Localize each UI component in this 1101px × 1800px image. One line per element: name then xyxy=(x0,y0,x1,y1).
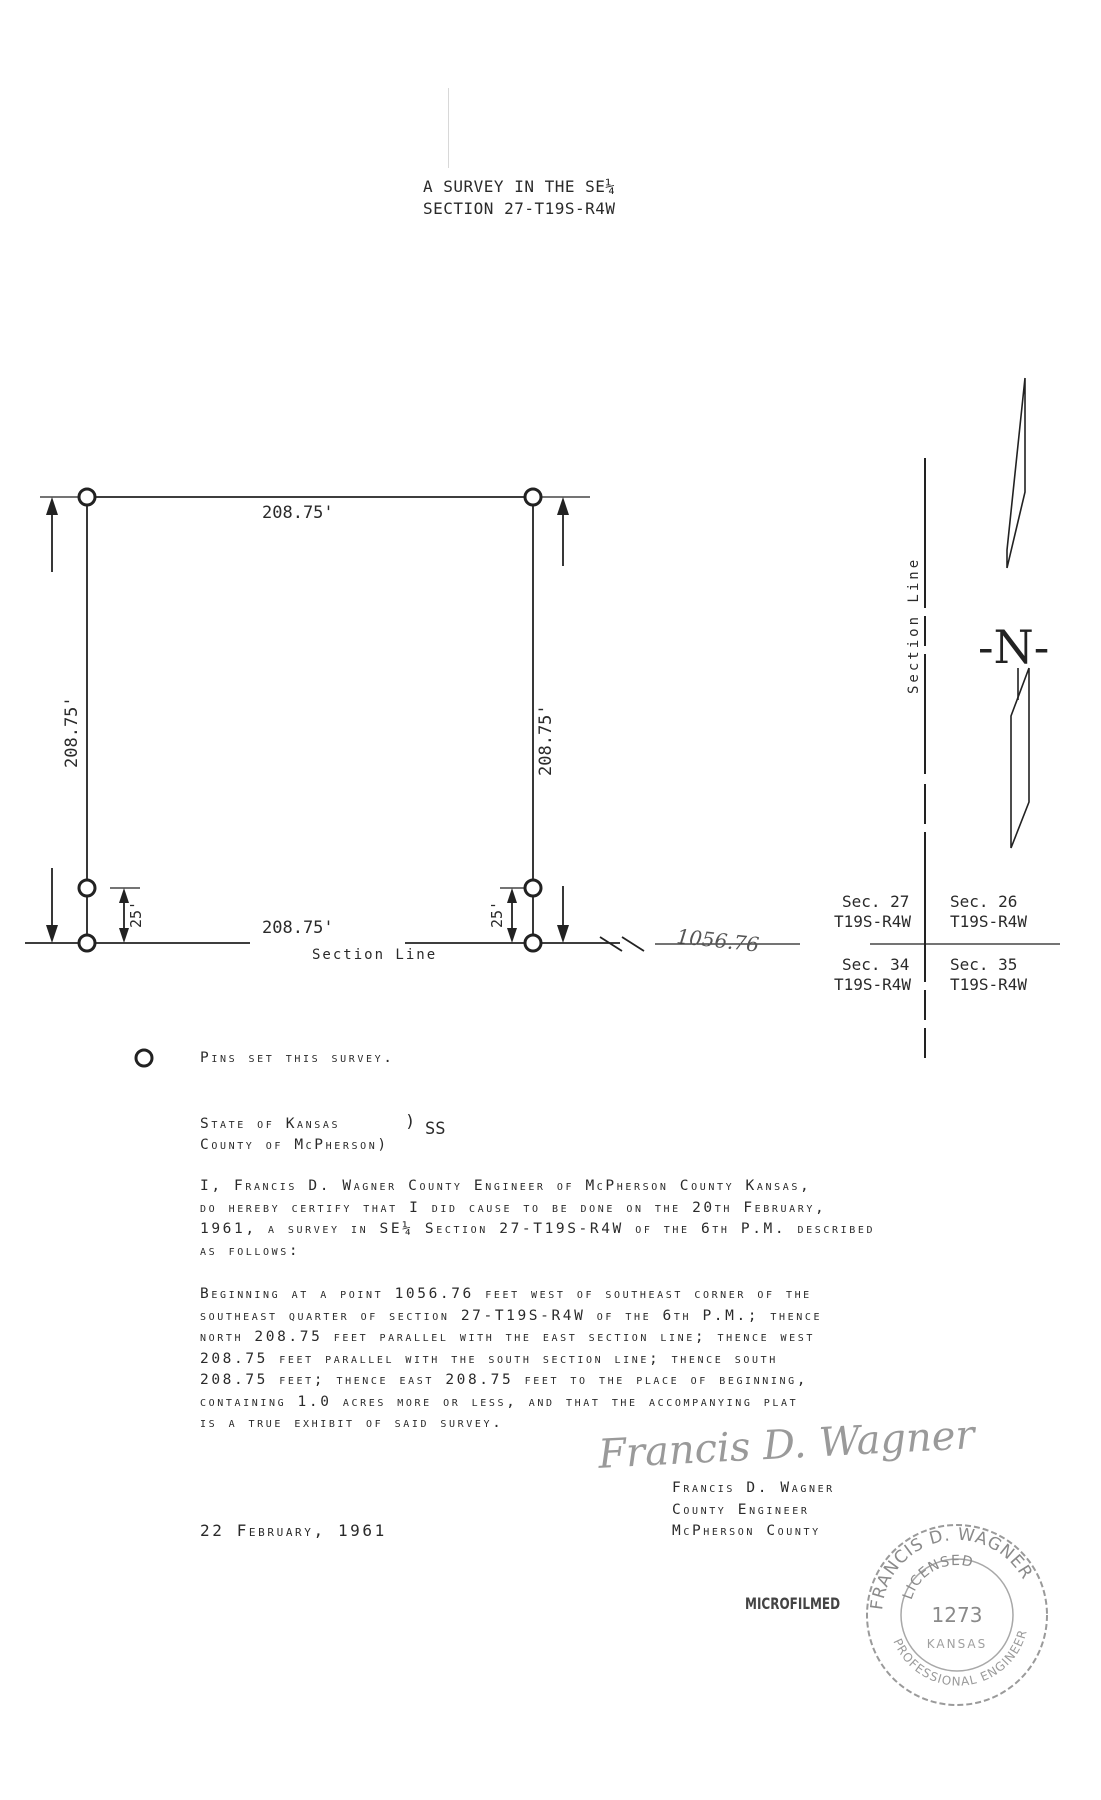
engineer-seal xyxy=(862,1520,1052,1710)
venue-state: State of Kansas xyxy=(200,1116,341,1132)
signer-county: McPherson County xyxy=(672,1523,821,1539)
south-section-line-label: Section Line xyxy=(312,947,438,963)
certification-line: as follows: xyxy=(200,1242,301,1259)
sec-27-twp: T19S-R4W xyxy=(834,912,912,931)
pin-sw-offset xyxy=(79,880,95,896)
sec-35-label: Sec. 35 xyxy=(950,955,1018,974)
right-offset-label: 25' xyxy=(488,900,506,928)
sec-34-twp: T19S-R4W xyxy=(834,975,912,994)
seal-licensed: LICENSED xyxy=(899,1552,975,1602)
survey-pins xyxy=(79,489,541,951)
sec-27-label: Sec. 27 xyxy=(842,892,910,911)
survey-title-line2: SECTION 27-T19S-R4W xyxy=(423,199,616,218)
legend-pin-icon xyxy=(136,1050,152,1066)
distance-label: 1056.76 xyxy=(675,924,761,957)
signature-block xyxy=(672,1478,835,1543)
document-date: 22 February, 1961 xyxy=(200,1521,387,1540)
certification-line: 1961, a survey in SE¼ Section 27-T19S-R4W of the 6th P.M. described xyxy=(200,1221,876,1237)
description-line: southeast quarter of section 27-T19S-R4W of the 6th P.M.; thence xyxy=(200,1307,823,1324)
arrowheads xyxy=(46,497,569,943)
description-line: 208.75 feet parallel with the south section line; thence south xyxy=(200,1350,778,1367)
description-paragraph xyxy=(200,1284,822,1435)
certification-line: I, Francis D. Wagner County Engineer of McPherson County Kansas, xyxy=(200,1178,812,1194)
north-arrow-lower xyxy=(1011,668,1029,848)
pin-sw xyxy=(79,935,95,951)
left-offset-label: 25' xyxy=(127,900,145,928)
sec-35-twp: T19S-R4W xyxy=(950,975,1028,994)
pin-ne xyxy=(525,489,541,505)
seal-state: KANSAS xyxy=(926,1637,988,1651)
venue-county: County of McPherson) xyxy=(200,1137,389,1153)
bottom-dimension-label: 208.75' xyxy=(262,918,334,938)
venue-ss: SS xyxy=(425,1119,446,1139)
microfilm-stamp: MICROFILMED xyxy=(745,1594,841,1614)
description-line: Beginning at a point 1056.76 feet west of southeast corner of the xyxy=(200,1286,812,1302)
pin-nw xyxy=(79,489,95,505)
sec-34-label: Sec. 34 xyxy=(842,955,910,974)
certification-paragraph xyxy=(200,1176,875,1262)
seal-profession: PROFESSIONAL ENGINEER xyxy=(890,1627,1030,1689)
signer-name: Francis D. Wagner xyxy=(672,1480,835,1496)
handwritten-signature: Francis D. Wagner xyxy=(597,1412,976,1478)
east-section-line-label: Section Line xyxy=(906,556,922,694)
break-mark-1 xyxy=(600,937,622,951)
description-line: 208.75 feet; thence east 208.75 feet to the place of beginning, xyxy=(200,1372,809,1388)
right-dimension-label: 208.75' xyxy=(536,704,556,776)
break-mark-2 xyxy=(622,937,644,951)
sec-26-label: Sec. 26 xyxy=(950,892,1018,911)
description-line: is a true exhibit of said survey. xyxy=(200,1415,504,1431)
left-dimension-label: 208.75' xyxy=(62,696,82,768)
seal-number: 1273 xyxy=(931,1603,983,1627)
venue-paren: ) xyxy=(405,1112,416,1132)
pin-se xyxy=(525,935,541,951)
signer-title: County Engineer xyxy=(672,1501,810,1518)
legend-text: Pins set this survey. xyxy=(200,1050,395,1066)
north-label: -N- xyxy=(978,620,1050,674)
seal-name: FRANCIS D. WAGNER xyxy=(867,1524,1037,1612)
north-arrow-upper xyxy=(1007,378,1025,568)
pin-se-offset xyxy=(525,880,541,896)
certification-line: do hereby certify that I did cause to be done on the 20th February, xyxy=(200,1199,827,1216)
description-line: north 208.75 feet parallel with the east section line; thence west xyxy=(200,1329,816,1345)
sec-26-twp: T19S-R4W xyxy=(950,912,1028,931)
description-line: containing 1.0 acres more or less, and that the accompanying plat xyxy=(200,1393,799,1410)
survey-title-line1: A SURVEY IN THE SE¼ xyxy=(423,177,616,196)
top-dimension-label: 208.75' xyxy=(262,503,334,523)
